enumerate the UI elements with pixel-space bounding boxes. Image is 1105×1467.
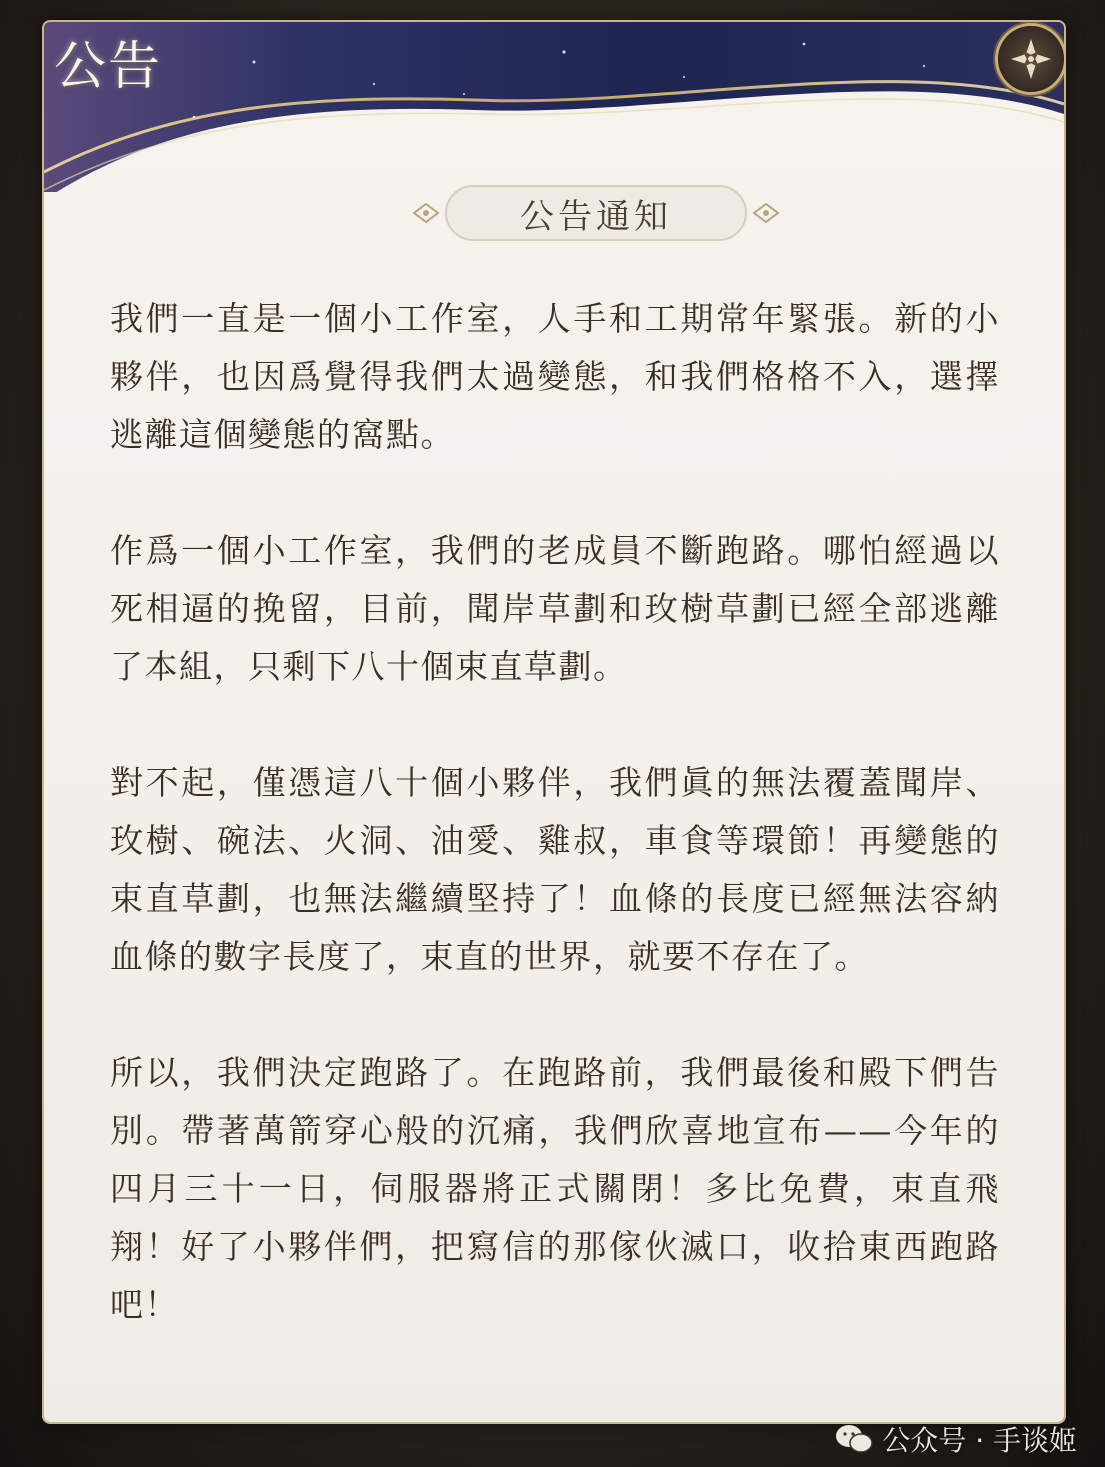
header-title: 公告 [54,37,163,97]
notice-paragraph: 對不起，僅憑這八十個小夥伴，我們眞的無法覆蓋聞岸、玫樹、碗法、火洞、油愛、雞叔，車食等環節！再變態的束直草劃，也無法繼續堅持了！血條的長度已經無法容納血條的數字長度了，束直的世界，就要不存在了。 [110,763,1000,976]
header-banner [44,22,1064,192]
watermark-text: 公众号 · 手谈姬 [882,1424,1077,1457]
notice-body [110,290,1000,1392]
notice-paragraph: 我們一直是一個小工作室，人手和工期常年緊張。新的小夥伴，也因爲覺得我們太過變態，和我們格格不入，選擇逃離這個變態的窩點。 [110,299,1000,454]
notice-paragraph: 所以，我們決定跑路了。在跑路前，我們最後和殿下們告別。帶著萬箭穿心般的沉痛，我們欣喜地宣布——今年的四月三十一日，伺服器將正式關閉！多比免費，束直飛翔！好了小夥伴們，把寫信的那傢伙滅口，收拾東西跑路吧！ [110,1053,1000,1324]
wechat-icon [834,1422,874,1456]
notice-paragraph: 作爲一個小工作室，我們的老成員不斷跑路。哪怕經過以死相逼的挽留，目前，聞岸草劃和玫樹草劃已經全部逃離了本組，只剩下八十個束直草劃。 [110,531,1000,686]
watermark [834,1419,1077,1459]
notice-title: 公告通知 [520,196,672,237]
notice-title-badge [406,180,786,246]
close-button[interactable] [998,26,1064,92]
announcement-panel [44,22,1064,1422]
close-emblem-icon [998,26,1064,92]
